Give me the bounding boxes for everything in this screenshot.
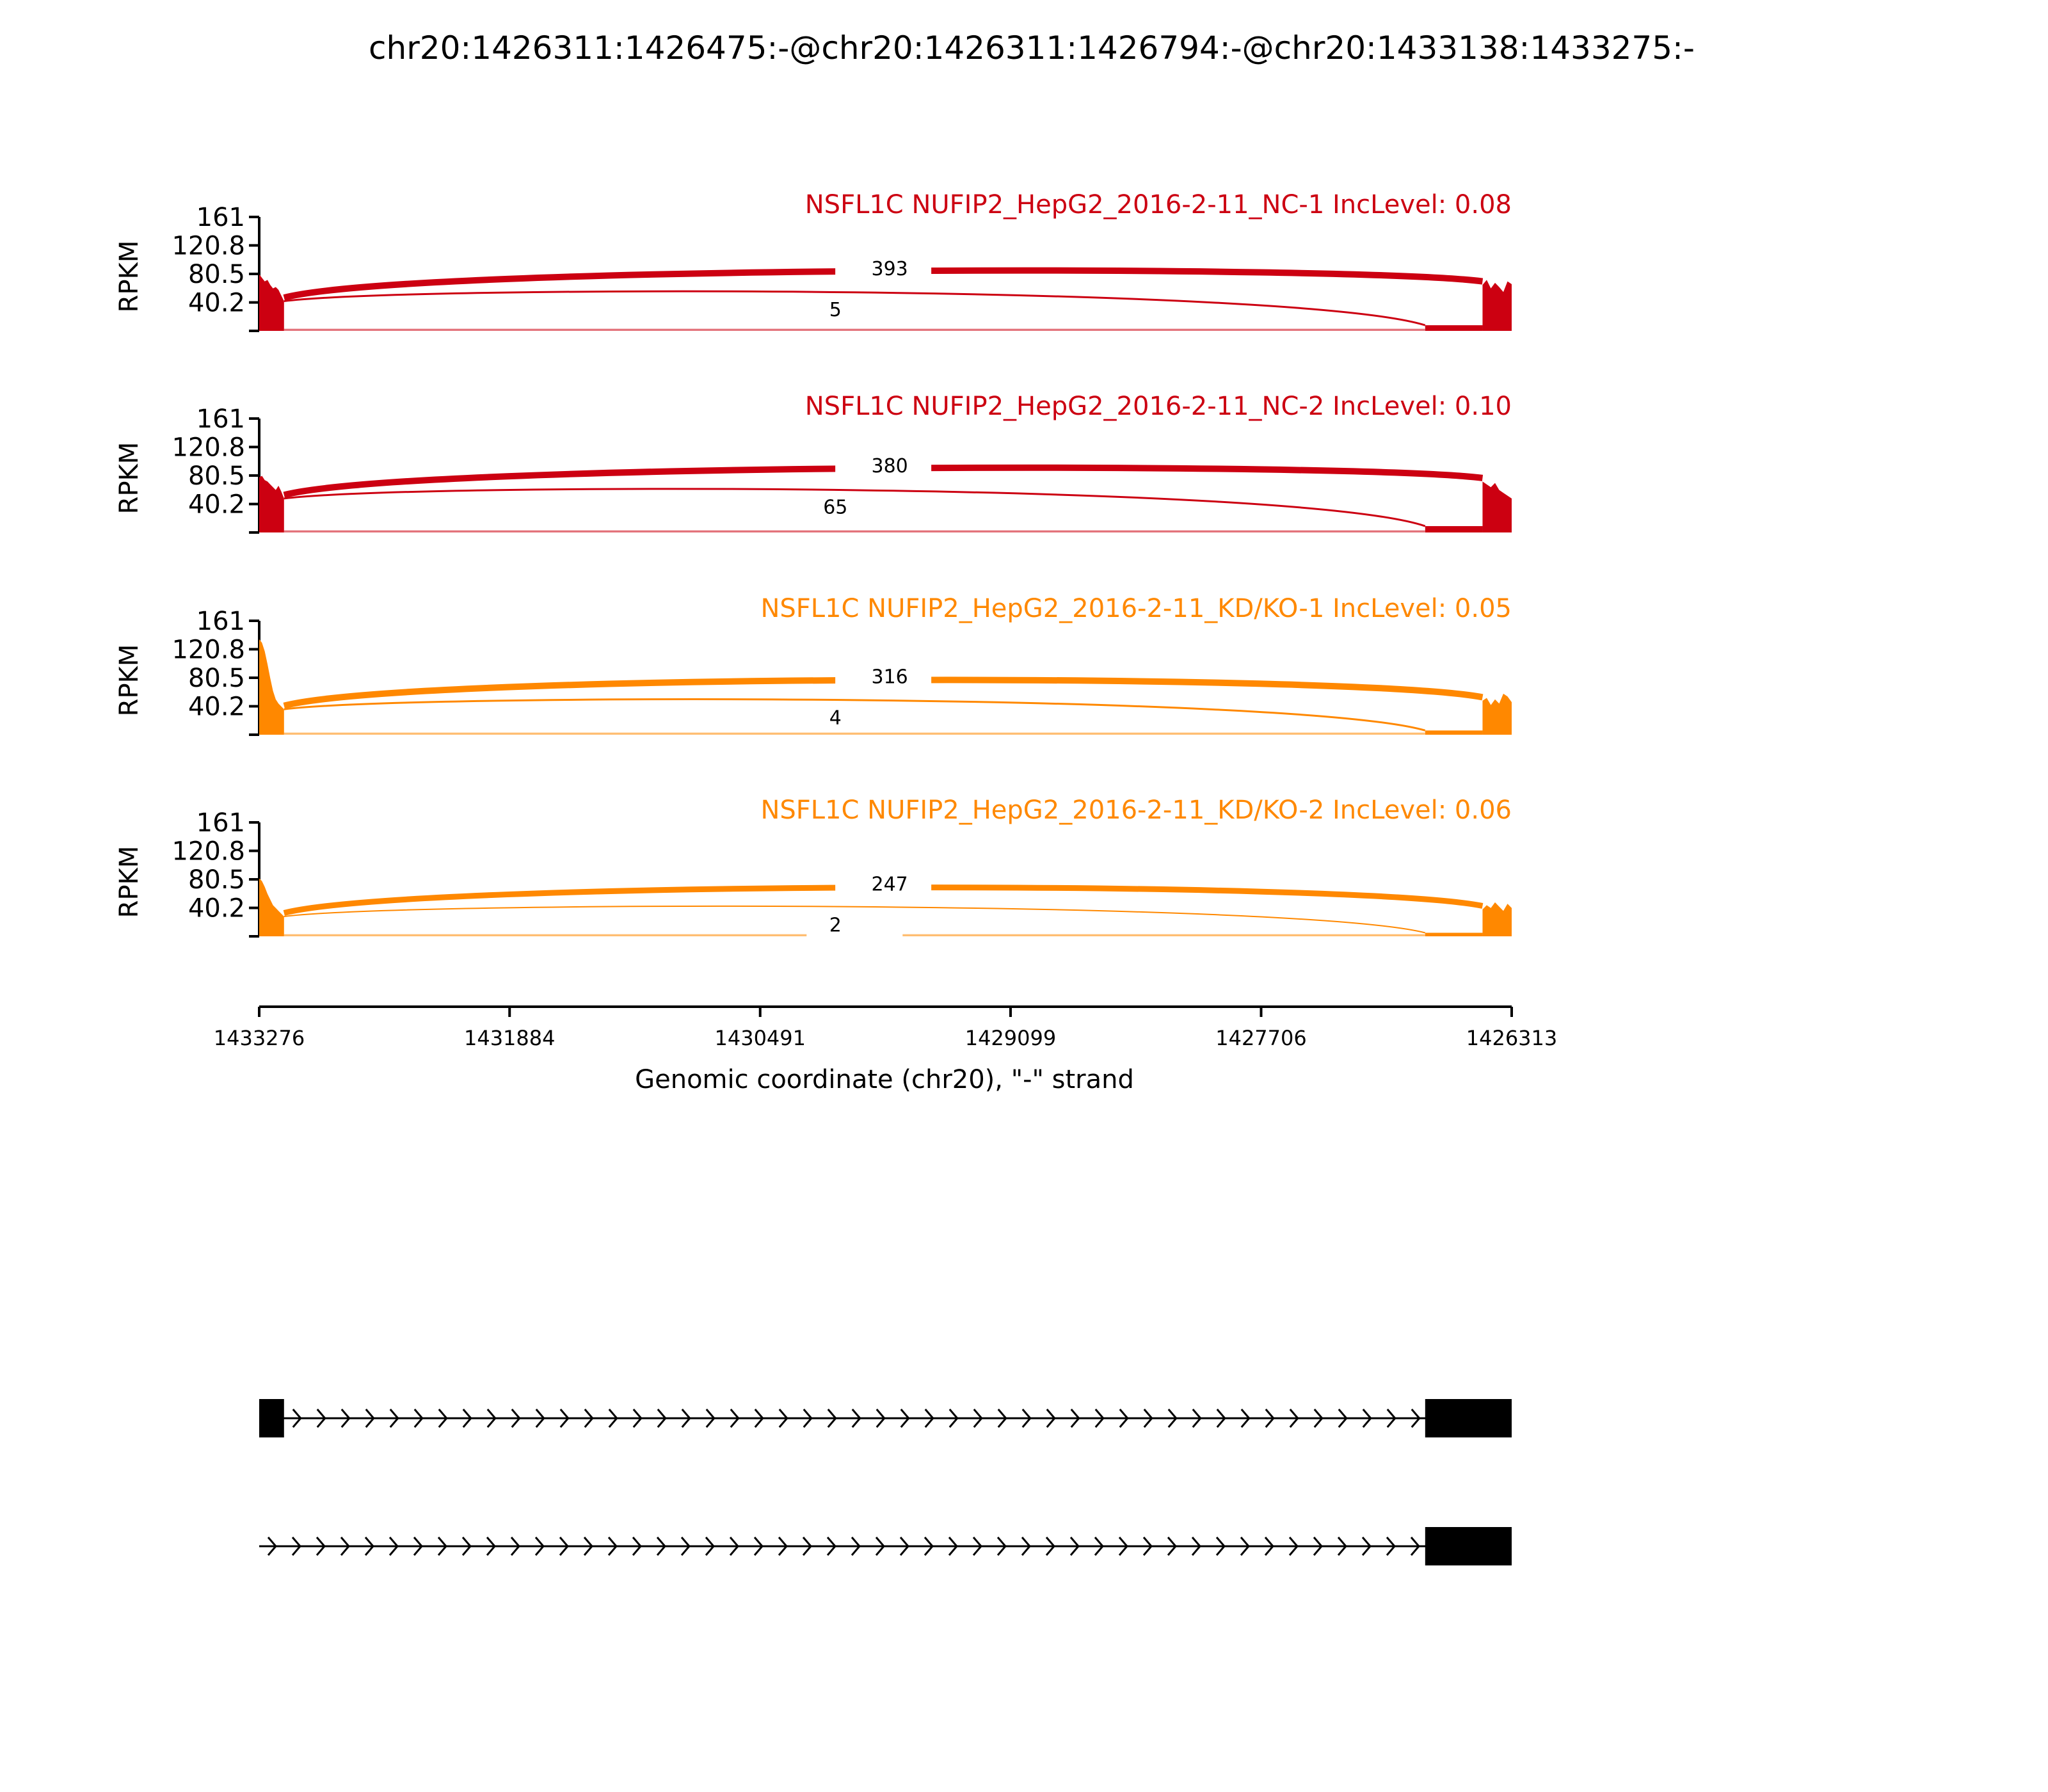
coverage-mid-exon xyxy=(1425,932,1483,936)
junction-label: 393 xyxy=(871,257,908,280)
junction-label: 65 xyxy=(823,496,848,519)
x-tick-label: 1431884 xyxy=(463,1026,556,1050)
track-label: NSFL1C NUFIP2_HepG2_2016-2-11_NC-2 IncLevel: 0.10 xyxy=(804,392,1512,421)
coverage-right-exon xyxy=(1482,902,1512,936)
track-label: NSFL1C NUFIP2_HepG2_2016-2-11_KD/KO-1 IncLevel: 0.05 xyxy=(760,594,1512,623)
track-1 xyxy=(115,190,1512,331)
coverage-intron xyxy=(284,733,1425,735)
coverage-left-exon xyxy=(259,476,284,532)
y-tick-label: 161 xyxy=(196,808,245,838)
y-tick-label: 40.2 xyxy=(188,893,245,924)
junction-label-box xyxy=(806,707,902,732)
junction-label: 4 xyxy=(829,707,842,730)
y-axis-label: RPKM xyxy=(115,845,144,918)
y-tick-label: 161 xyxy=(196,607,245,636)
coverage-right-exon xyxy=(1482,481,1512,532)
track-label: NSFL1C NUFIP2_HepG2_2016-2-11_KD/KO-2 IncLevel: 0.06 xyxy=(760,796,1512,825)
track-label: NSFL1C NUFIP2_HepG2_2016-2-11_NC-1 IncLevel: 0.08 xyxy=(804,190,1512,220)
y-tick-label: 161 xyxy=(196,203,245,232)
y-axis-label: RPKM xyxy=(115,644,144,717)
y-axis-label: RPKM xyxy=(115,240,144,313)
junction-label: 247 xyxy=(871,873,908,896)
coverage-mid-exon xyxy=(1425,526,1483,532)
junction-label: 316 xyxy=(871,666,908,689)
coverage-right-exon xyxy=(1482,280,1512,331)
x-tick-label: 1429099 xyxy=(964,1026,1057,1050)
transcript-2 xyxy=(259,1527,1512,1565)
coverage-intron xyxy=(284,531,1425,532)
y-tick-label: 80.5 xyxy=(188,461,245,491)
track-4 xyxy=(115,796,1512,939)
y-tick-label: 120.8 xyxy=(172,635,245,665)
y-tick-label: 80.5 xyxy=(188,260,245,289)
coverage-left-exon xyxy=(259,878,284,936)
coverage-intron xyxy=(284,329,1425,331)
y-tick-label: 120.8 xyxy=(172,433,245,463)
transcript-models xyxy=(259,1399,1512,1565)
y-tick-label: 80.5 xyxy=(188,865,245,895)
coverage-left-exon xyxy=(259,275,284,331)
junction-label: 2 xyxy=(829,914,842,937)
exon-block xyxy=(1425,1399,1512,1437)
x-tick-label: 1427706 xyxy=(1215,1026,1307,1050)
figure-title: chr20:1426311:1426475:-@chr20:1426311:1426794:-@chr20:1433138:1433275:- xyxy=(369,29,1695,67)
x-axis xyxy=(214,1007,1558,1094)
coverage-mid-exon xyxy=(1425,730,1483,735)
y-tick-label: 120.8 xyxy=(172,836,245,867)
exon-block xyxy=(1425,1527,1512,1565)
y-tick-label: 40.2 xyxy=(188,490,245,520)
y-tick-label: 161 xyxy=(196,404,245,434)
x-axis-label: Genomic coordinate (chr20), "-" strand xyxy=(635,1065,1134,1094)
track-2 xyxy=(115,392,1512,532)
transcript-1 xyxy=(259,1399,1512,1437)
track-3 xyxy=(115,594,1512,735)
x-tick-label: 1426313 xyxy=(1466,1026,1558,1050)
exon-block xyxy=(259,1399,284,1437)
tracks-group xyxy=(115,190,1512,939)
y-axis-label: RPKM xyxy=(115,442,144,515)
y-tick-label: 120.8 xyxy=(172,231,245,261)
x-tick-label: 1430491 xyxy=(714,1026,806,1050)
junction-label-box xyxy=(806,495,902,521)
y-tick-label: 40.2 xyxy=(188,288,245,318)
x-tick-label: 1433276 xyxy=(213,1026,305,1050)
coverage-left-exon xyxy=(259,639,284,735)
junction-label-box xyxy=(806,913,902,939)
coverage-right-exon xyxy=(1482,694,1512,735)
junction-label-box xyxy=(806,298,902,324)
y-tick-label: 40.2 xyxy=(188,692,245,722)
junction-label: 5 xyxy=(829,298,842,321)
y-tick-label: 80.5 xyxy=(188,664,245,693)
junction-label: 380 xyxy=(871,455,908,478)
coverage-mid-exon xyxy=(1425,325,1483,331)
